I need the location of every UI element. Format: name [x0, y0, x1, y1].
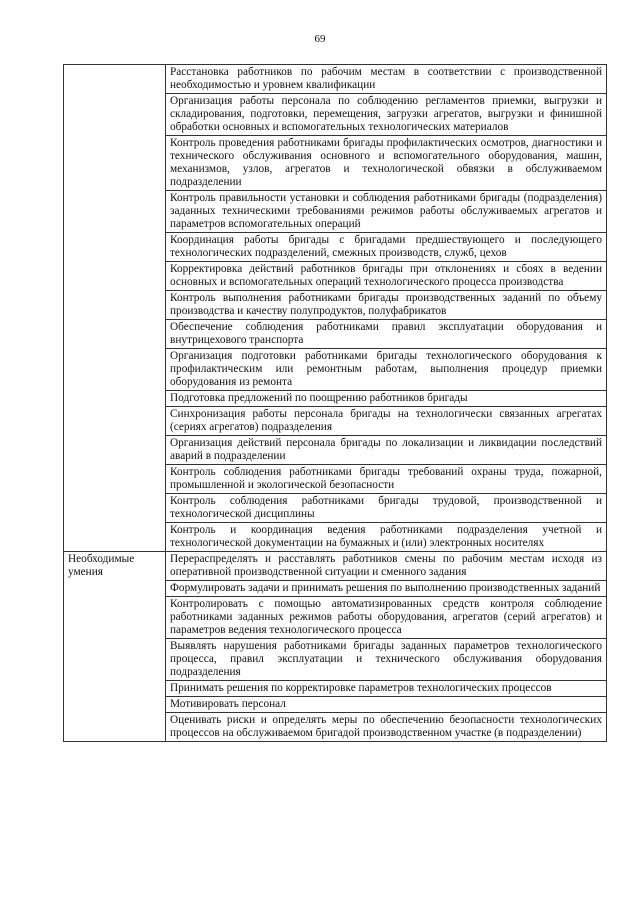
skill-item: Контролировать с помощью автоматизированных средств контроля соблюдение работниками заданных режимов работы оборудования, агрегатов (серий агрегатов) и параметров ведения технологического процесса [166, 597, 607, 639]
labor-action-item: Расстановка работников по рабочим местам в соответствии с производственной необходимостью и уровнем квалификации [166, 65, 607, 94]
skill-item: Выявлять нарушения работниками бригады заданных параметров технологического процесса, правил эксплуатации и технического обслуживания оборудования подразделения [166, 639, 607, 681]
labor-action-item: Контроль соблюдения работниками бригады требований охраны труда, пожарной, промышленной и экологической безопасности [166, 465, 607, 494]
skill-item: Формулировать задачи и принимать решения по выполнению производственных заданий [166, 581, 607, 597]
labor-action-item: Контроль выполнения работниками бригады производственных заданий по объему производства и качеству полупродуктов, полуфабрикатов [166, 291, 607, 320]
labor-action-item: Контроль проведения работниками бригады профилактических осмотров, диагностики и технического обслуживания основного и вспомогательного оборудования, машин, механизмов, узлов, агрегатов и технологической обвязки в обслуживаемом подразделении [166, 136, 607, 191]
labor-action-item: Организация работы персонала по соблюдению регламентов приемки, выгрузки и складирования, подготовки, перемещения, загрузки агрегатов, выгрузки и финишной обработки основных и вспомогательных технологических материалов [166, 94, 607, 136]
labor-action-item: Подготовка предложений по поощрению работников бригады [166, 391, 607, 407]
section-label [64, 65, 166, 552]
labor-action-item: Организация подготовки работниками бригады технологического оборудования к профилактическим или ремонтным работам, выполнения процедур приемки оборудования из ремонта [166, 349, 607, 391]
skill-item: Перераспределять и расставлять работников смены по рабочим местам исходя из оперативной производственной ситуации и сменного задания [166, 552, 607, 581]
labor-action-item: Обеспечение соблюдения работниками правил эксплуатации оборудования и внутрицехового транспорта [166, 320, 607, 349]
requirements-table [63, 64, 607, 742]
labor-action-item: Контроль соблюдения работниками бригады трудовой, производственной и технологической дисциплины [166, 494, 607, 523]
table-row [64, 552, 607, 581]
section-label-skills: Необходимые умения [64, 552, 166, 742]
labor-action-item: Координация работы бригады с бригадами предшествующего и последующего технологических подразделений, смежных производств, служб, цехов [166, 233, 607, 262]
labor-action-item: Синхронизация работы персонала бригады на технологически связанных агрегатах (сериях агрегатов) подразделения [166, 407, 607, 436]
labor-action-item: Контроль и координация ведения работниками подразделения учетной и технологической документации на бумажных и (или) электронных носителях [166, 523, 607, 552]
page-number: 69 [314, 33, 326, 45]
labor-action-item: Корректировка действий работников бригады при отклонениях и сбоях в ведении основных и вспомогательных операций технологического процесса производства [166, 262, 607, 291]
skill-item: Мотивировать персонал [166, 697, 607, 713]
skill-item: Оценивать риски и определять меры по обеспечению безопасности технологических процессов на обслуживаемом бригадой производственном участке (в подразделении) [166, 713, 607, 742]
labor-action-item: Контроль правильности установки и соблюдения работниками бригады (подразделения) заданных техническими требованиями режимов работы обслуживаемых агрегатов и параметров вспомогательных операций [166, 191, 607, 233]
skill-item: Принимать решения по корректировке параметров технологических процессов [166, 681, 607, 697]
labor-action-item: Организация действий персонала бригады по локализации и ликвидации последствий аварий в подразделении [166, 436, 607, 465]
table-row [64, 65, 607, 94]
